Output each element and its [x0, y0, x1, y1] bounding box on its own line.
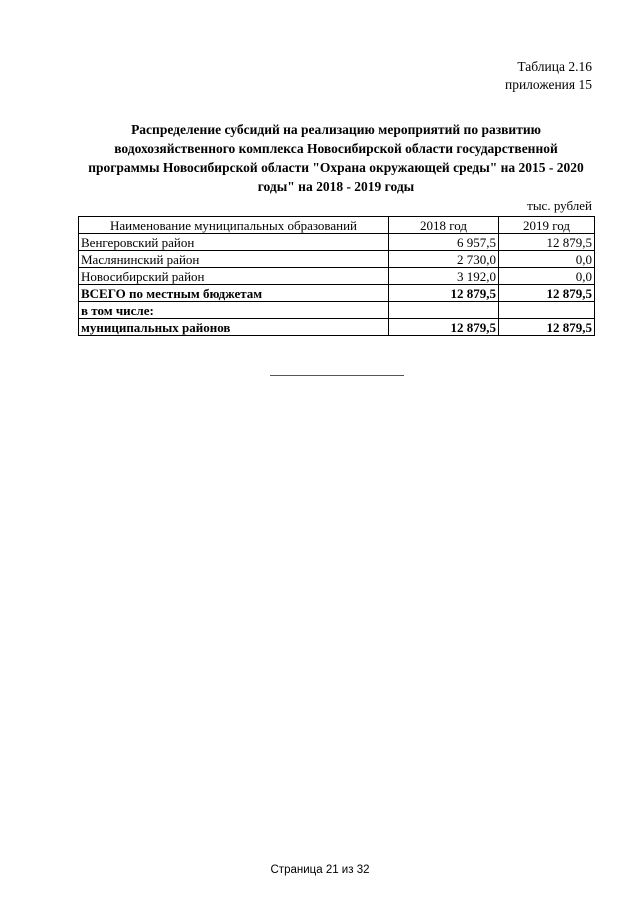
districts-total-row	[79, 319, 595, 336]
subsidy-table	[78, 216, 595, 336]
subheading-row	[79, 302, 595, 319]
column-header-name: Наименование муниципальных образований	[79, 217, 389, 234]
appendix-number: приложения 15	[504, 77, 592, 92]
row-value-2019: 12 879,5	[499, 234, 595, 251]
total-row	[79, 285, 595, 302]
document-title: Распределение субсидий на реализацию мероприятий по развитию водохозяйственного комплекса Новосибирской области государственной программы Новосибирской области "Охрана окружающей среды" на 2015 - 2020 годы" на 2018 - 2019 годы	[88, 122, 584, 194]
row-value-2018	[389, 302, 499, 319]
row-value-2019: 0,0	[499, 268, 595, 285]
table-header-row	[79, 217, 595, 234]
row-value-2019: 0,0	[499, 251, 595, 268]
column-header-2018: 2018 год	[389, 217, 499, 234]
row-value-2018: 12 879,5	[389, 285, 499, 302]
row-value-2018: 3 192,0	[389, 268, 499, 285]
row-value-2018: 2 730,0	[389, 251, 499, 268]
row-value-2019: 12 879,5	[499, 285, 595, 302]
column-header-2019: 2019 год	[499, 217, 595, 234]
table-row	[79, 251, 595, 268]
section-divider	[270, 375, 404, 376]
row-value-2018: 6 957,5	[389, 234, 499, 251]
row-name: Новосибирский район	[79, 268, 389, 285]
row-value-2019: 12 879,5	[499, 319, 595, 336]
row-value-2018: 12 879,5	[389, 319, 499, 336]
page-footer: Страница 21 из 32	[270, 864, 370, 876]
row-name: ВСЕГО по местным бюджетам	[79, 285, 389, 302]
row-name: Венгеровский район	[79, 234, 389, 251]
row-name: муниципальных районов	[79, 319, 389, 336]
units-label: тыс. рублей	[527, 198, 592, 213]
table-number: Таблица 2.16	[517, 59, 592, 74]
table-row	[79, 268, 595, 285]
row-name: в том числе:	[79, 302, 389, 319]
row-name: Маслянинский район	[79, 251, 389, 268]
table-row	[79, 234, 595, 251]
table-reference	[505, 58, 592, 94]
row-value-2019	[499, 302, 595, 319]
